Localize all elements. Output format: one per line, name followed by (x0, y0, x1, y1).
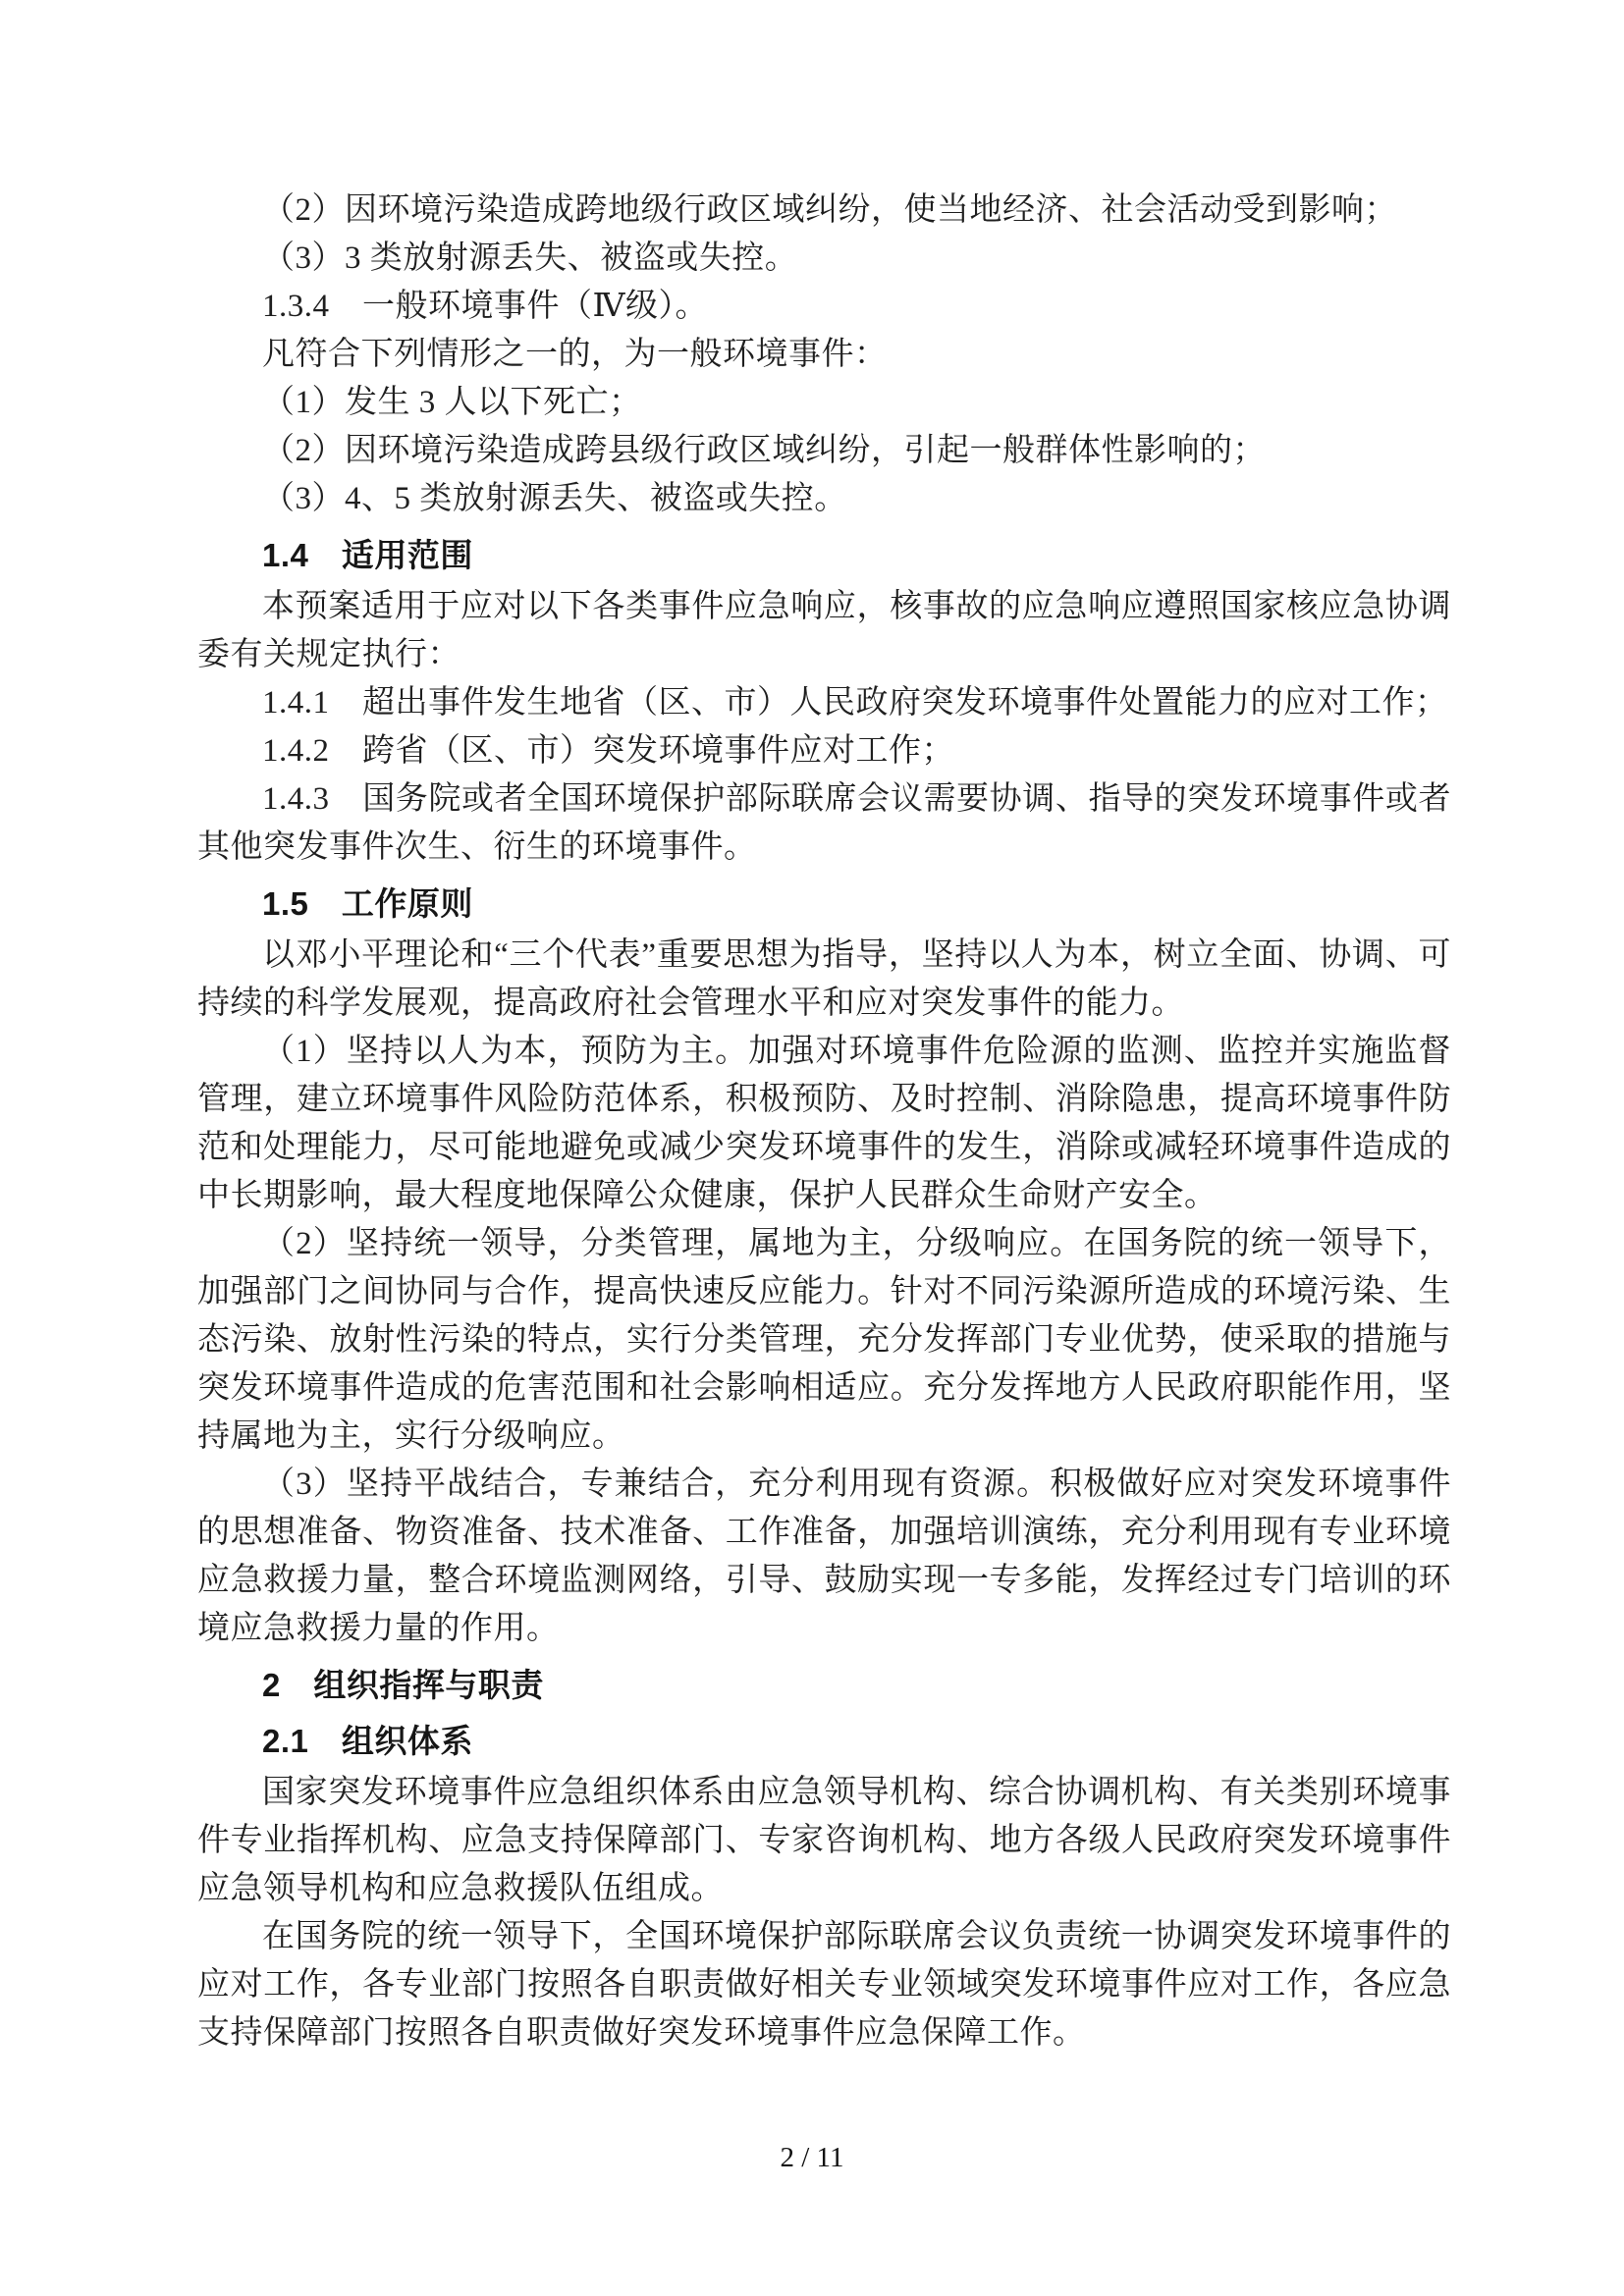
doc-paragraph: 以邓小平理论和“三个代表”重要思想为指导，坚持以人为本，树立全面、协调、可持续的科学发展观，提高政府社会管理水平和应对突发事件的能力。 (197, 937, 1451, 1021)
section-heading-2-1: 2.1 组织体系 (262, 1723, 473, 1759)
doc-paragraph: （2）因环境污染造成跨地级行政区域纠纷，使当地经济、社会活动受到影响； (262, 192, 1397, 228)
doc-clause-1-4-1: 1.4.1 超出事件发生地省（区、市）人民政府突发环境事件处置能力的应对工作； (262, 685, 1448, 721)
doc-paragraph: （3）坚持平战结合，专兼结合，充分利用现有资源。积极做好应对突发环境事件的思想准备、物资准备、技术准备、工作准备，加强培训演练，充分利用现有专业环境应急救援力量，整合环境监测网络，引导、鼓励实现一专多能，发挥经过专门培训的环境应急救援力量的作用。 (197, 1467, 1451, 1646)
section-heading-1-4: 1.4 适用范围 (262, 537, 473, 573)
doc-paragraph: 在国务院的统一领导下，全国环境保护部际联席会议负责统一协调突发环境事件的应对工作，各专业部门按照各自职责做好相关专业领域突发环境事件应对工作，各应急支持保障部门按照各自职责做好突发环境事件应急保障工作。 (197, 1919, 1451, 2051)
doc-paragraph: （1）坚持以人为本，预防为主。加强对环境事件危险源的监测、监控并实施监督管理，建立环境事件风险防范体系，积极预防、及时控制、消除隐患，提高环境事件防范和处理能力，尽可能地避免或减少突发环境事件的发生，消除或减轻环境事件造成的中长期影响，最大程度地保障公众健康，保护人民群众生命财产安全。 (197, 1034, 1451, 1213)
doc-paragraph: （3）4、5 类放射源丢失、被盗或失控。 (262, 481, 847, 516)
doc-clause-1-4-3: 1.4.3 国务院或者全国环境保护部际联席会议需要协调、指导的突发环境事件或者其他突发事件次生、衍生的环境事件。 (197, 781, 1451, 865)
doc-paragraph: 本预案适用于应对以下各类事件应急响应，核事故的应急响应遵照国家核应急协调委有关规定执行： (197, 589, 1451, 672)
section-heading-2: 2 组织指挥与职责 (262, 1667, 544, 1703)
document-body (197, 187, 1451, 2057)
doc-paragraph: （1）发生 3 人以下死亡； (262, 385, 642, 420)
doc-paragraph: （2）因环境污染造成跨县级行政区域纠纷，引起一般群体性影响的； (262, 433, 1266, 468)
doc-paragraph: 凡符合下列情形之一的，为一般环境事件： (262, 337, 888, 372)
page-number: 2 / 11 (780, 2142, 844, 2173)
section-heading-1-5: 1.5 工作原则 (262, 885, 473, 922)
doc-paragraph: （2）坚持统一领导，分类管理，属地为主，分级响应。在国务院的统一领导下，加强部门之间协同与合作，提高快速反应能力。针对不同污染源所造成的环境污染、生态污染、放射性污染的特点，实行分类管理，充分发挥部门专业优势，使采取的措施与突发环境事件造成的危害范围和社会影响相适应。充分发挥地方人民政府职能作用，坚持属地为主，实行分级响应。 (197, 1226, 1451, 1454)
doc-clause-1-3-4: 1.3.4 一般环境事件（Ⅳ级）。 (262, 289, 708, 324)
doc-paragraph: （3）3 类放射源丢失、被盗或失控。 (262, 240, 798, 276)
doc-paragraph: 国家突发环境事件应急组织体系由应急领导机构、综合协调机构、有关类别环境事件专业指挥机构、应急支持保障部门、专家咨询机构、地方各级人民政府突发环境事件应急领导机构和应急救援队伍组成。 (197, 1775, 1451, 1906)
doc-clause-1-4-2: 1.4.2 跨省（区、市）突发环境事件应对工作； (262, 733, 954, 769)
